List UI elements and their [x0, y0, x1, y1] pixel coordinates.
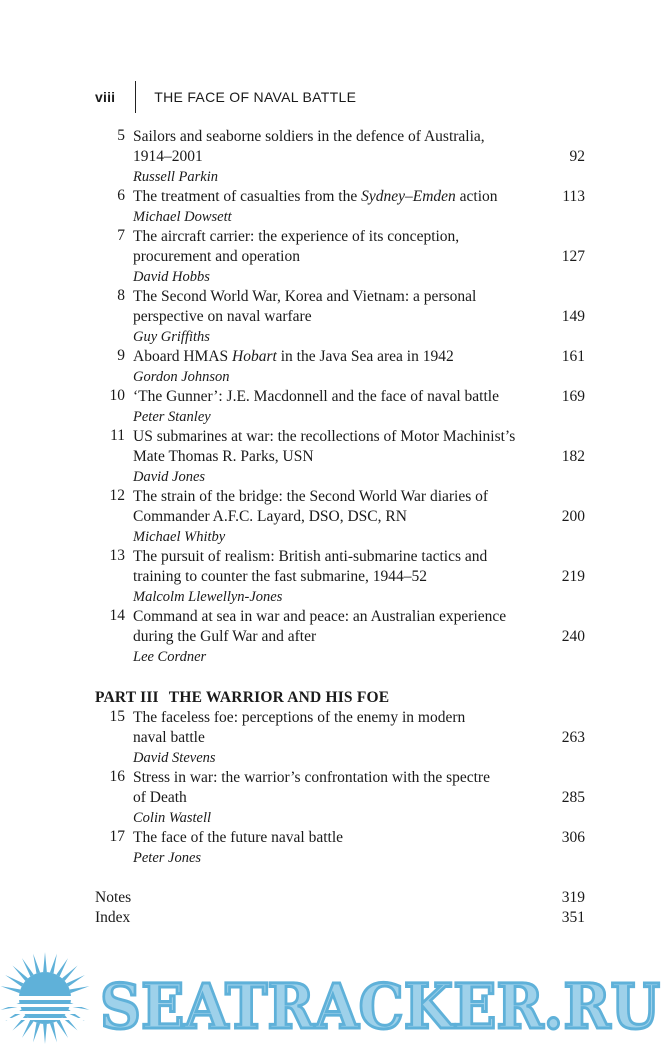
chapter-title-line: Mate Thomas R. Parks, USN 182: [133, 448, 585, 465]
toc-entry: [95, 127, 585, 187]
chapter-author: Michael Whitby: [133, 529, 226, 545]
watermark: [0, 950, 670, 1050]
sun-ray: [50, 1023, 57, 1043]
watermark-text: SEATRACKER.RU: [100, 970, 660, 1043]
chapter-number: 9: [117, 347, 125, 364]
part-heading: [95, 688, 585, 708]
chapter-title-line: naval battle 263: [133, 729, 585, 746]
chapter-title-line: The treatment of casualties from the Sydney–Emden action 113: [133, 188, 585, 205]
toc-entry: [95, 287, 585, 347]
toc-entry: [95, 708, 585, 768]
running-header: [95, 80, 356, 114]
chapter-title-line: The face of the future naval battle 306: [133, 829, 585, 846]
chapter-title-line: during the Gulf War and after 240: [133, 628, 585, 645]
page-number: 285: [561, 789, 585, 806]
chapter-title-line: procurement and operation 127: [133, 248, 585, 265]
part-title: THE WARRIOR AND HIS FOE: [168, 689, 390, 706]
chapter-title-line: The aircraft carrier: the experience of its conception,: [133, 228, 460, 245]
chapter-title-line: Stress in war: the warrior’s confrontation with the spectre: [133, 769, 490, 786]
page-number: 351: [561, 909, 585, 926]
sun-ray: [33, 1023, 40, 1043]
page-number: 161: [561, 348, 585, 365]
chapter-number: 8: [117, 287, 125, 304]
sun-ray: [50, 954, 57, 974]
page-number: 127: [561, 248, 585, 265]
chapter-number: 10: [109, 387, 125, 404]
page-number: 263: [561, 729, 585, 746]
sun-ray: [43, 1024, 47, 1044]
chapter-title-line: ‘The Gunner’: J.E. Macdonnell and the face of naval battle 169: [133, 388, 585, 405]
page-folio: viii: [95, 89, 116, 105]
chapter-author: Malcolm Llewellyn-Jones: [133, 589, 283, 605]
page-number: 113: [562, 188, 585, 205]
sun-ray: [67, 975, 85, 987]
toc-entry: [95, 187, 585, 227]
toc-entry: [95, 768, 585, 828]
chapter-author: Peter Stanley: [133, 409, 211, 425]
page-number: 149: [561, 308, 585, 325]
toc-entry: [95, 487, 585, 547]
page-number: 306: [561, 829, 585, 846]
sun-ray: [33, 954, 40, 974]
page-number: 219: [561, 568, 585, 585]
chapter-number: 7: [117, 227, 125, 244]
sun-ray: [62, 1015, 78, 1031]
chapter-author: Guy Griffiths: [133, 329, 210, 345]
table-of-contents: [95, 127, 585, 928]
chapter-author: Michael Dowsett: [133, 209, 232, 225]
chapter-author: Colin Wastell: [133, 810, 212, 826]
sun-ray: [12, 965, 28, 981]
page-number: 319: [561, 889, 585, 906]
chapter-number: 6: [117, 187, 125, 204]
chapter-number: 12: [109, 487, 125, 504]
page-number: 92: [569, 148, 585, 165]
backmatter-item: Index 351: [95, 909, 585, 926]
chapter-title-line: Command at sea in war and peace: an Australian experience: [133, 608, 507, 625]
chapter-author: Peter Jones: [133, 850, 202, 866]
chapter-number: 14: [109, 607, 125, 624]
toc-entry: [95, 547, 585, 607]
toc-entry: [95, 387, 585, 427]
sun-burst-icon: [0, 952, 95, 1044]
chapter-title-line: perspective on naval warfare 149: [133, 308, 585, 325]
chapter-title-line: of Death 285: [133, 789, 585, 806]
sun-ray: [56, 958, 68, 976]
chapter-title-line: Commander A.F.C. Layard, DSO, DSC, RN 200: [133, 508, 585, 525]
chapter-number: 11: [110, 427, 125, 444]
chapter-title-line: US submarines at war: the recollections of Motor Machinist’s: [133, 428, 516, 445]
sun-ray: [5, 975, 23, 987]
sun-ray: [70, 986, 90, 993]
sun-ray: [62, 965, 78, 981]
chapter-title-line: 1914–2001 92: [133, 148, 585, 165]
toc-entry: [95, 828, 585, 868]
toc-entry: [95, 347, 585, 387]
sun-ray: [22, 1020, 34, 1038]
chapter-title-line: The pursuit of realism: British anti-submarine tactics and: [133, 548, 488, 565]
chapter-number: 5: [117, 127, 125, 144]
header-divider: [135, 81, 136, 113]
chapter-title-line: The faceless foe: perceptions of the enemy in modern: [133, 709, 466, 726]
back-matter: [95, 888, 585, 928]
page-number: 200: [561, 508, 585, 525]
sun-ray: [1, 986, 21, 993]
page-number: 182: [561, 448, 585, 465]
chapter-number: 16: [109, 768, 125, 785]
running-title: THE FACE OF NAVAL BATTLE: [154, 89, 357, 105]
chapter-title-line: training to counter the fast submarine, 1944–52 219: [133, 568, 585, 585]
chapter-author: Russell Parkin: [133, 169, 218, 185]
chapter-number: 13: [109, 547, 125, 564]
chapter-title-line: The strain of the bridge: the Second World War diaries of: [133, 488, 489, 505]
chapter-title-line: The Second World War, Korea and Vietnam: a personal: [133, 288, 477, 305]
chapter-number: 17: [109, 828, 125, 845]
chapter-author: Gordon Johnson: [133, 369, 230, 385]
chapter-author: David Jones: [133, 469, 206, 485]
part-label: PART III: [95, 689, 159, 706]
sun-ray: [12, 1015, 28, 1031]
page-number: 240: [561, 628, 585, 645]
chapter-title-line: Sailors and seaborne soldiers in the defence of Australia,: [133, 128, 485, 145]
toc-entry: [95, 427, 585, 487]
page-number: 169: [561, 388, 585, 405]
sun-ray: [56, 1020, 68, 1038]
sun-ray: [43, 952, 47, 972]
sun-ray: [22, 958, 34, 976]
toc-entry: [95, 607, 585, 667]
chapter-title-line: Aboard HMAS Hobart in the Java Sea area in 1942 161: [133, 348, 585, 365]
backmatter-item: Notes 319: [95, 889, 585, 906]
chapter-author: David Stevens: [133, 750, 216, 766]
chapter-number: 15: [109, 708, 125, 725]
toc-entry: [95, 227, 585, 287]
chapter-author: Lee Cordner: [133, 649, 207, 665]
chapter-author: David Hobbs: [133, 269, 210, 285]
